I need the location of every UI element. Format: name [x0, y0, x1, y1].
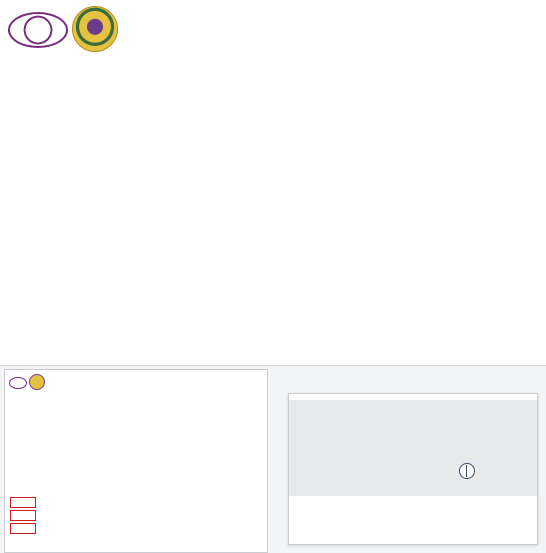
royal-seal-icon — [29, 374, 45, 390]
royal-seal-icon — [72, 6, 118, 52]
guidance-cover-page — [288, 393, 538, 545]
highlight-box — [10, 523, 36, 534]
header-logos — [8, 6, 128, 50]
cover-band — [289, 400, 537, 496]
annex-page-thumbnail — [4, 369, 268, 553]
mini-logos — [9, 374, 49, 388]
institution-logo-icon — [9, 377, 27, 389]
institution-logo-icon — [8, 12, 68, 48]
highlight-box — [10, 497, 36, 508]
who-emblem-icon — [459, 463, 475, 479]
highlight-box — [10, 510, 36, 521]
